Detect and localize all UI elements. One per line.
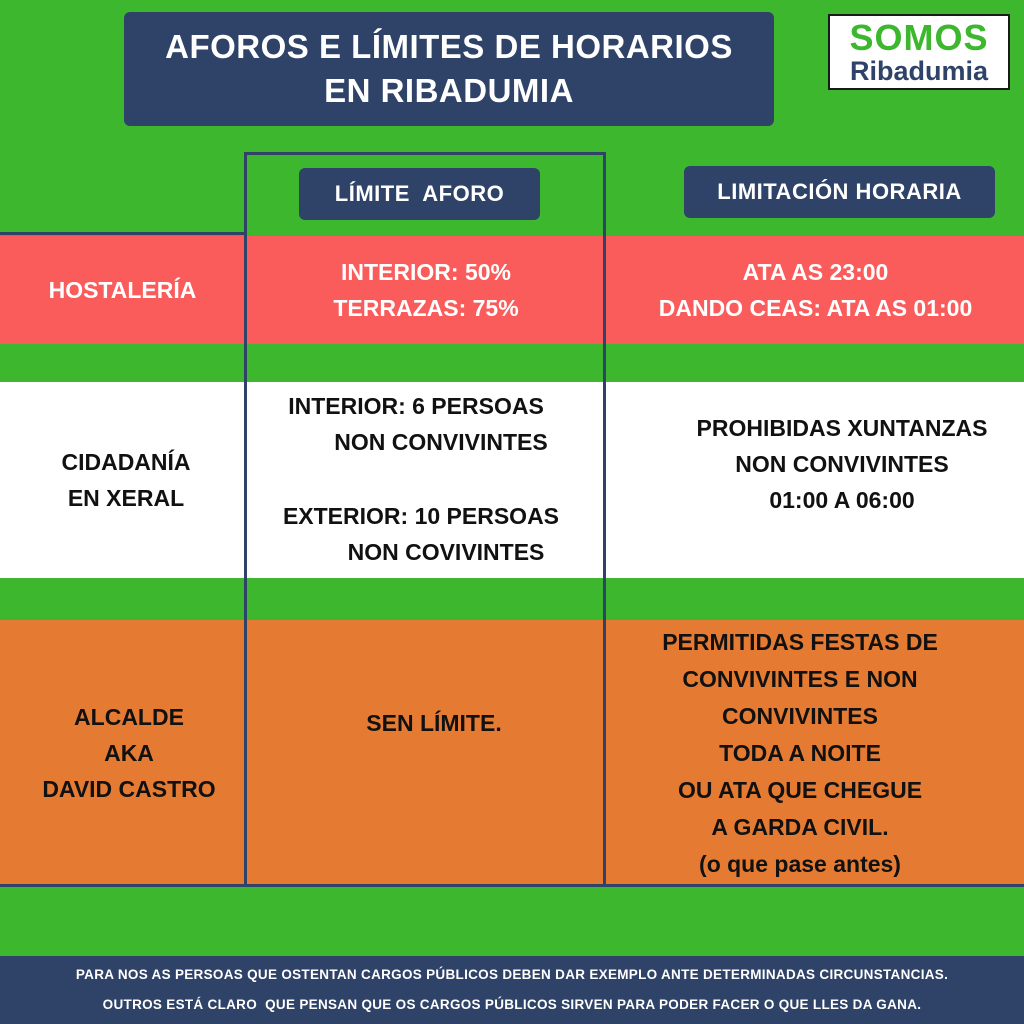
aforo-line: EXTERIOR: 10 PERSOAS — [282, 503, 560, 529]
aforo-line: SEN LÍMITE. — [366, 710, 502, 736]
grid-line-bottom — [0, 884, 1024, 887]
header-limite-aforo-label: LÍMITE AFORO — [334, 181, 505, 206]
row-hostaleria-aforo — [248, 236, 604, 344]
horario-line: 01:00 A 06:00 — [769, 487, 915, 513]
grid-line-middle — [603, 152, 606, 886]
grid-line-top — [246, 152, 605, 155]
horario-line: OU ATA QUE CHEGUE — [677, 777, 923, 803]
row-hostaleria-horario — [607, 236, 1024, 344]
somos-ribadumia-logo — [828, 14, 1010, 90]
aforo-line: TERRAZAS: 75% — [333, 295, 519, 321]
horario-line: (o que pase antes) — [699, 851, 901, 877]
row-alcalde-horario — [607, 624, 993, 884]
aforo-line: INTERIOR: 6 PERSOAS — [288, 393, 544, 419]
aforo-line: NON COVIVINTES — [347, 539, 545, 565]
footer-line-2: OUTROS ESTÁ CLARO QUE PENSAN QUE OS CARGOS PÚBLICOS SIRVEN PARA PODER FACER O QUE LLES DA GANA. — [102, 997, 922, 1012]
header-limitacion-horaria — [684, 166, 995, 218]
row-cidadania-label — [0, 382, 252, 578]
horario-line: A GARDA CIVIL. — [711, 814, 889, 840]
header-limite-aforo — [299, 168, 540, 220]
horario-line: TODA A NOITE — [719, 740, 881, 766]
horario-line: ATA AS 23:00 — [742, 259, 889, 285]
row-cidadania-horario — [660, 410, 1024, 518]
row-hostaleria-label — [0, 236, 245, 344]
logo-bottom-text: Ribadumia — [849, 56, 989, 86]
horario-line: NON CONVIVINTES — [735, 451, 949, 477]
logo-top-text: SOMOS — [849, 17, 989, 58]
aforo-line: NON CONVIVINTES — [334, 429, 548, 455]
grid-line-left — [244, 152, 247, 886]
row-label-line: DAVID CASTRO — [42, 776, 216, 802]
row-cidadania-aforo — [248, 388, 604, 578]
row-label-line: AKA — [104, 740, 154, 766]
title-line-1: AFOROS E LÍMITES DE HORARIOS — [165, 28, 733, 65]
aforo-line: INTERIOR: 50% — [341, 259, 511, 285]
row-label-line: EN XERAL — [67, 485, 185, 511]
horario-line: DANDO CEAS: ATA AS 01:00 — [658, 295, 973, 321]
horario-line: CONVIVINTES E NON — [682, 666, 918, 692]
horario-line: CONVIVINTES — [722, 703, 878, 729]
row-label-line: CIDADANÍA — [61, 449, 191, 475]
horario-line: PERMITIDAS FESTAS DE — [662, 629, 938, 655]
footer-line-1: PARA NOS AS PERSOAS QUE OSTENTAN CARGOS PÚBLICOS DEBEN DAR EXEMPLO ANTE DETERMINADAS CIRCUNSTANCIAS. — [75, 967, 949, 982]
row-label-line: HOSTALERÍA — [48, 277, 197, 303]
footer — [0, 956, 1024, 1024]
row-alcalde-aforo — [256, 620, 612, 826]
row-label-line: ALCALDE — [74, 704, 184, 730]
row-alcalde-label — [0, 620, 258, 886]
header-limitacion-horaria-label: LIMITACIÓN HORARIA — [717, 179, 962, 204]
page-title — [124, 12, 774, 126]
horario-line: PROHIBIDAS XUNTANZAS — [696, 415, 988, 441]
title-line-2: EN RIBADUMIA — [324, 72, 574, 109]
grid-line-header-left — [0, 232, 247, 235]
